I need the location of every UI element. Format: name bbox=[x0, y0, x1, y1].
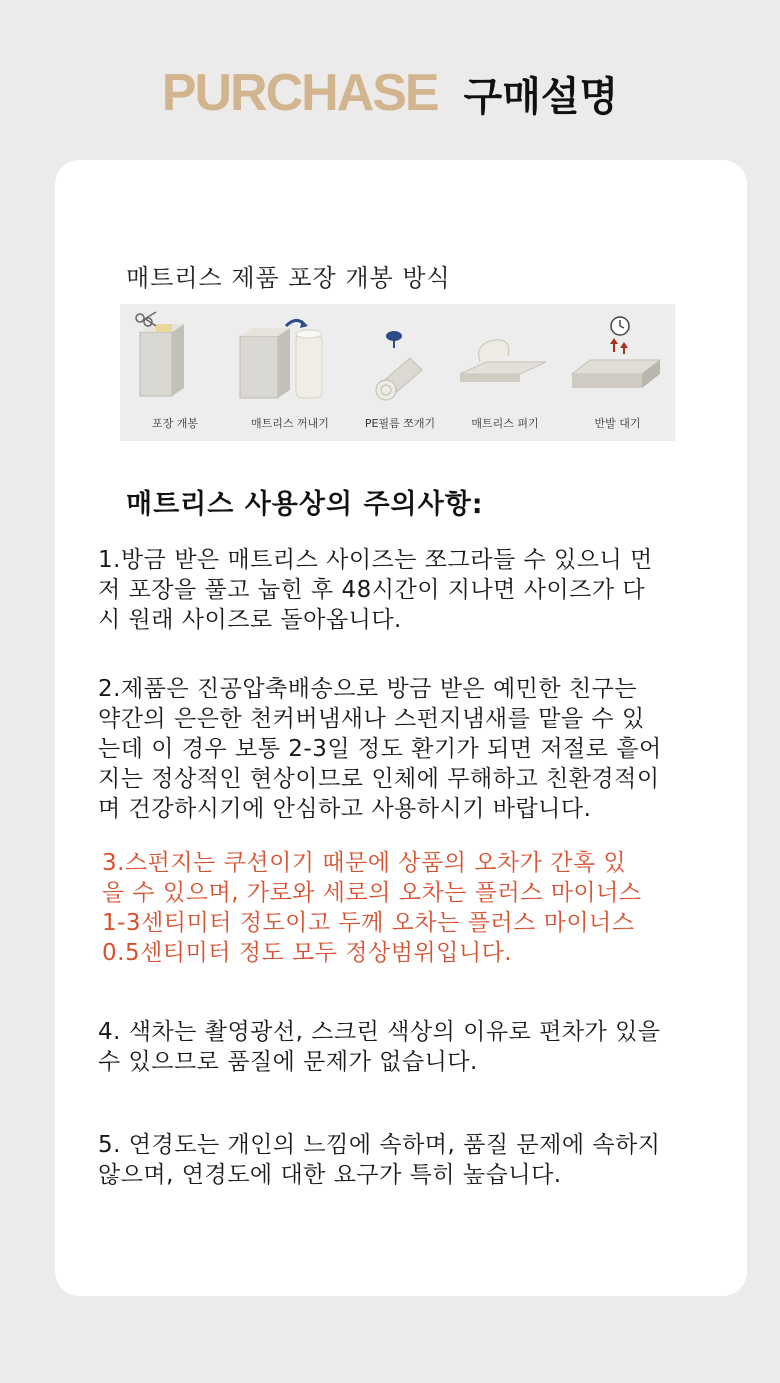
note-line: 저 포장을 풀고 눕힌 후 48시간이 지나면 사이즈가 다 bbox=[98, 577, 646, 603]
header-title-en: PURCHASE bbox=[161, 64, 438, 122]
note-line: 3.스펀지는 쿠션이기 때문에 상품의 오차가 간혹 있 bbox=[102, 850, 627, 876]
note-line: 않으며, 연경도에 대한 요구가 특히 높습니다. bbox=[98, 1162, 562, 1188]
step-wait-rebound bbox=[560, 304, 675, 441]
step-open-package bbox=[120, 304, 230, 441]
packaging-title: 매트리스 제품 포장 개봉 방식 bbox=[126, 264, 451, 292]
header-title-ko: 구매설명 bbox=[463, 73, 619, 120]
rolled-mattress-icon bbox=[350, 304, 450, 414]
note-line: 시 원래 사이즈로 돌아옵니다. bbox=[98, 607, 402, 633]
page-header bbox=[0, 58, 780, 128]
note-line: 1-3센티미터 정도이고 두께 오차는 플러스 마이너스 bbox=[102, 910, 635, 936]
note-line: 며 건강하시기에 안심하고 사용하시기 바랍니다. bbox=[98, 796, 592, 822]
step-cut-film bbox=[350, 304, 450, 441]
note-item-3 bbox=[102, 848, 702, 968]
note-item-5 bbox=[98, 1130, 698, 1190]
clock-mattress-icon bbox=[560, 304, 675, 414]
note-line: 수 있으므로 품질에 문제가 없습니다. bbox=[98, 1049, 478, 1075]
unrolling-mattress-icon bbox=[450, 304, 560, 414]
note-item-2 bbox=[98, 674, 698, 824]
note-line: 5. 연경도는 개인의 느낌에 속하며, 품질 문제에 속하지 bbox=[98, 1132, 661, 1158]
note-line: 약간의 은은한 천커버냄새나 스펀지냄새를 맡을 수 있 bbox=[98, 706, 645, 732]
note-line: 1.방금 받은 매트리스 사이즈는 쪼그라들 수 있으니 먼 bbox=[98, 547, 653, 573]
packaging-steps-strip bbox=[120, 304, 675, 441]
step-label: PE필름 쪼개기 bbox=[364, 417, 436, 430]
note-line: 2.제품은 진공압축배송으로 방금 받은 예민한 친구는 bbox=[98, 676, 638, 702]
step-label: 매트리스 꺼내기 bbox=[251, 417, 329, 430]
box-scissors-icon bbox=[120, 304, 230, 414]
note-item-1 bbox=[98, 545, 698, 635]
box-roll-icon bbox=[230, 304, 350, 414]
step-unroll bbox=[450, 304, 560, 441]
note-line: 는데 이 경우 보통 2-3일 정도 환기가 되면 저절로 흩어 bbox=[98, 736, 662, 762]
step-label: 포장 개봉 bbox=[151, 417, 198, 430]
step-label: 매트리스 펴기 bbox=[471, 417, 539, 430]
note-line: 을 수 있으며, 가로와 세로의 오차는 플러스 마이너스 bbox=[102, 880, 642, 906]
note-line: 4. 색차는 촬영광선, 스크린 색상의 이유로 편차가 있을 bbox=[98, 1019, 661, 1045]
notes-title: 매트리스 사용상의 주의사항: bbox=[126, 489, 484, 520]
step-label: 반발 대기 bbox=[594, 417, 641, 430]
step-take-out bbox=[230, 304, 350, 441]
note-line: 0.5센티미터 정도 모두 정상범위입니다. bbox=[102, 940, 513, 966]
note-item-4 bbox=[98, 1017, 698, 1077]
note-line: 지는 정상적인 현상이므로 인체에 무해하고 친환경적이 bbox=[98, 766, 660, 792]
